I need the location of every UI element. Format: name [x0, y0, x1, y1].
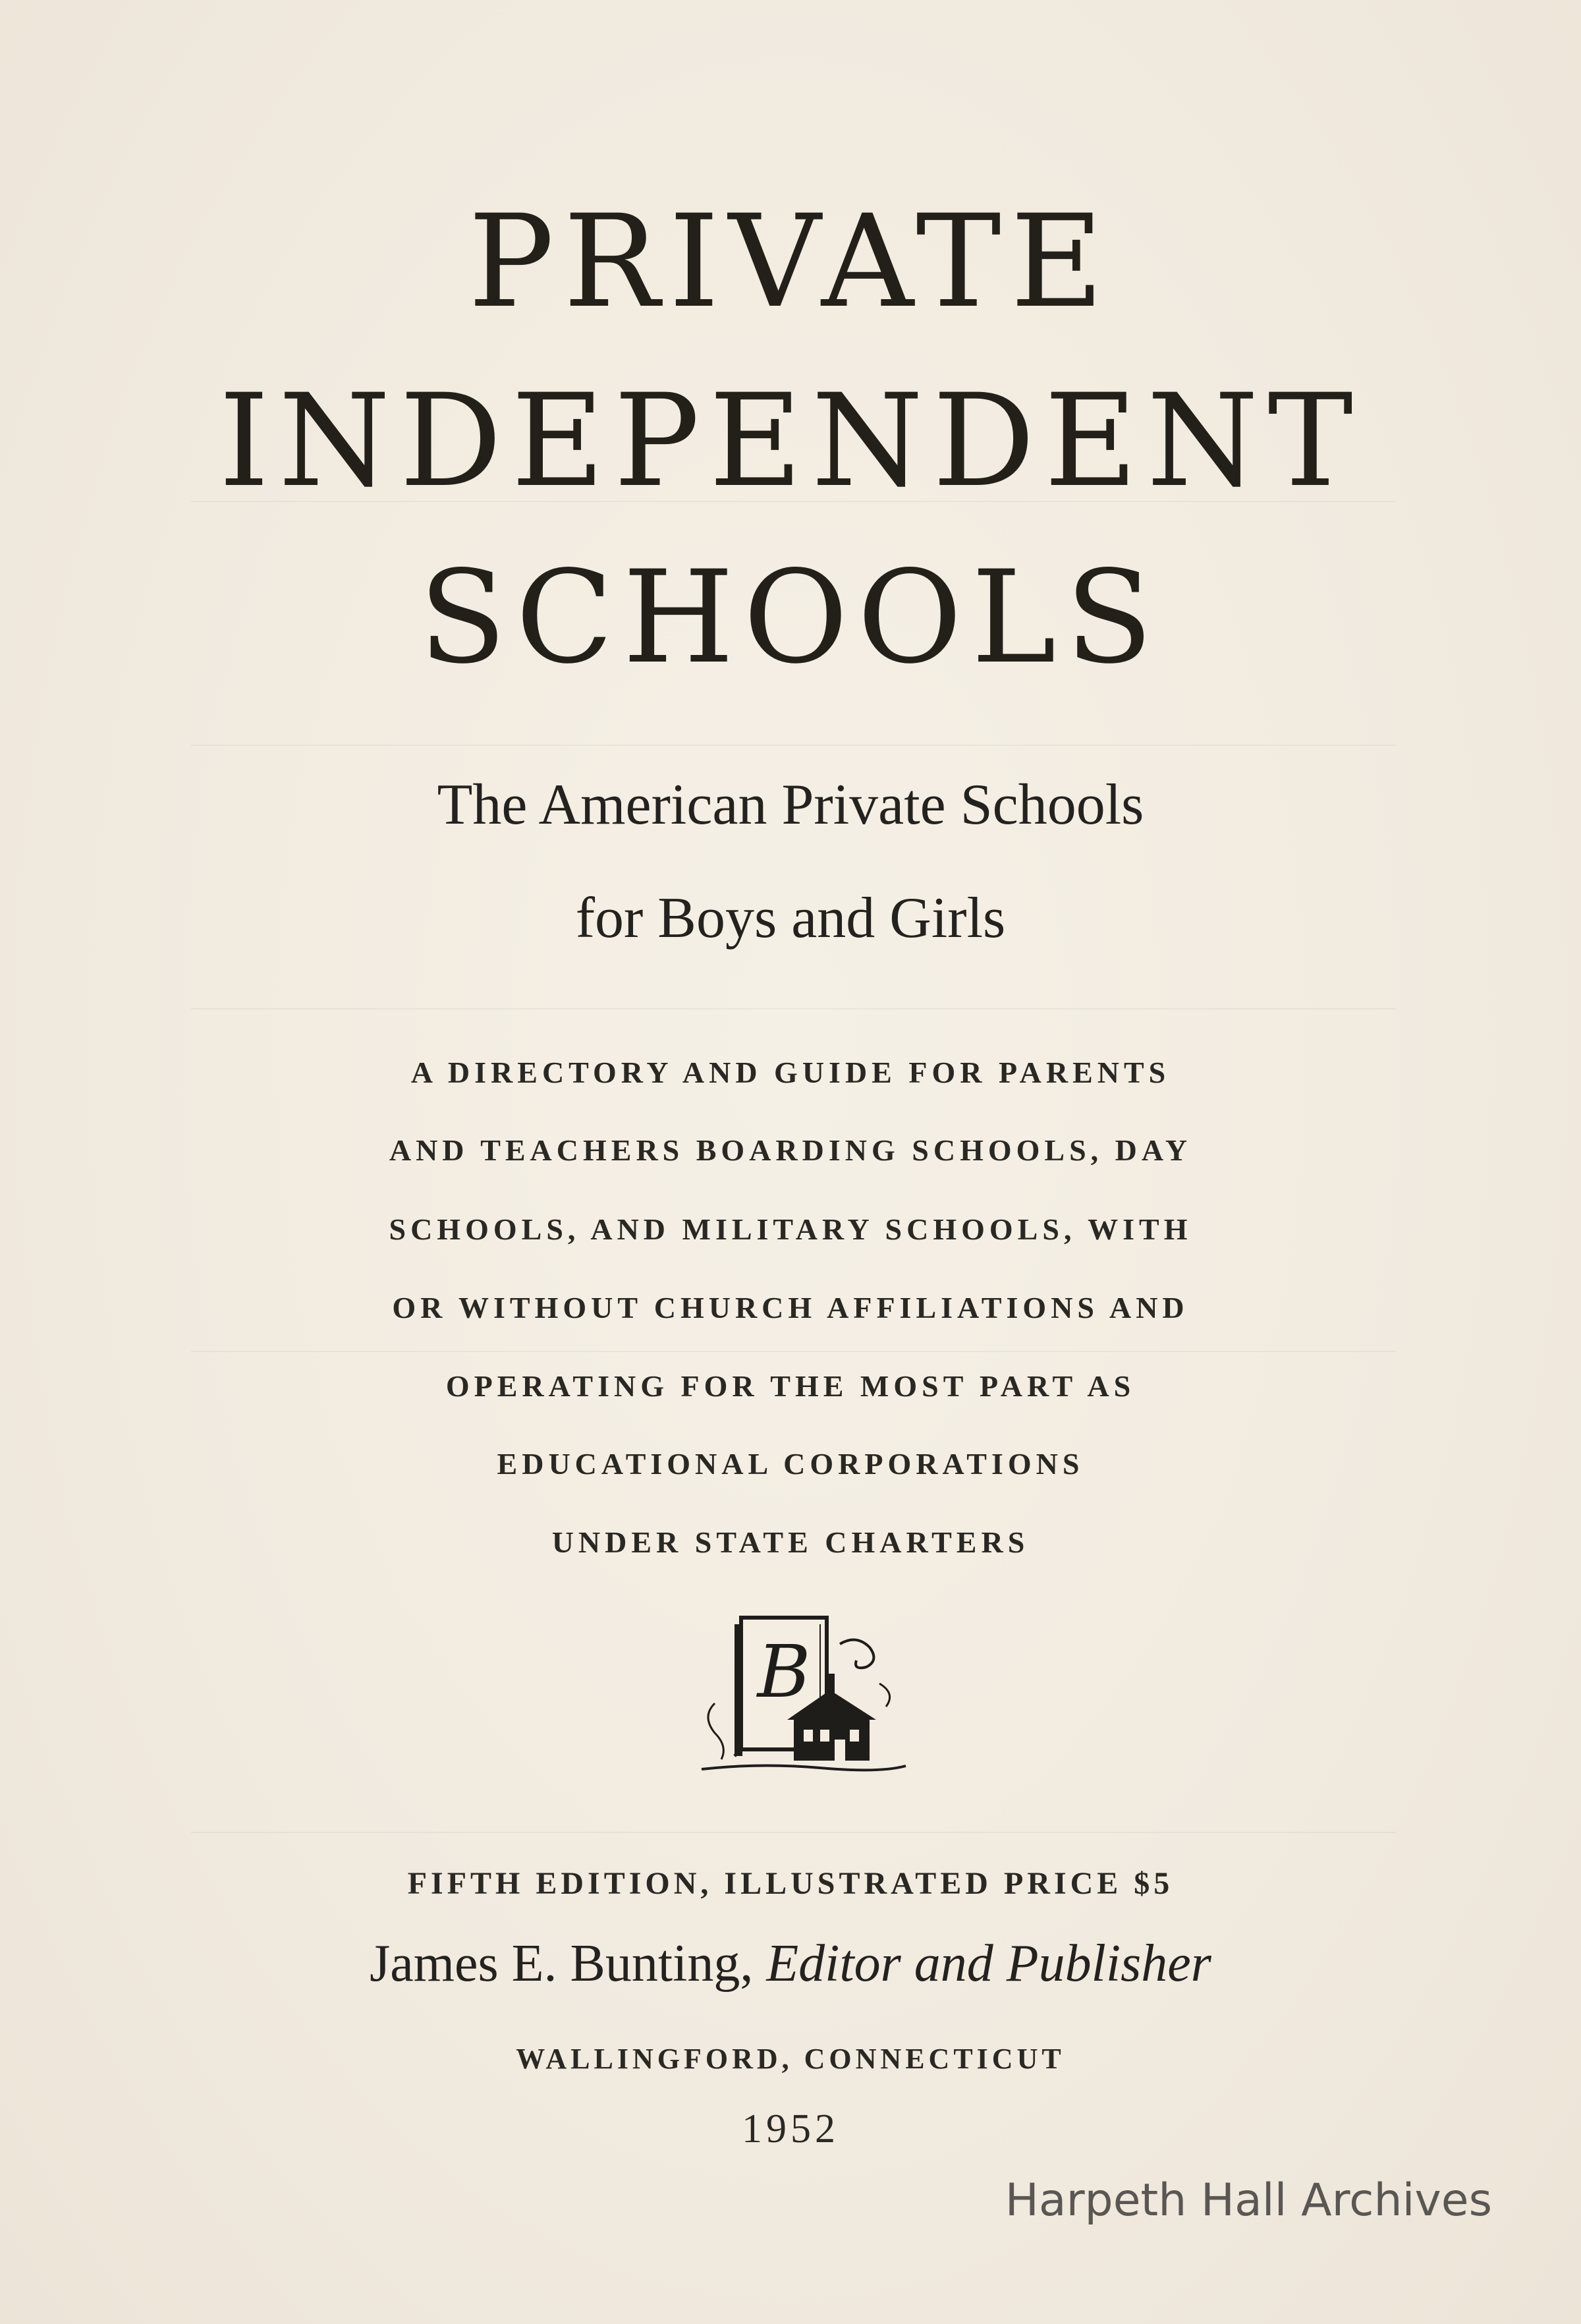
subtitle-line-2: for Boys and Girls — [575, 886, 1006, 950]
bleed-through-line — [191, 1351, 1397, 1352]
editor-name: James E. Bunting, — [370, 1935, 754, 1993]
description-line: A DIRECTORY AND GUIDE FOR PARENTS — [410, 1056, 1171, 1089]
bleed-through-line — [191, 1832, 1397, 1833]
edition-price: FIFTH EDITION, ILLUSTRATED PRICE $5 — [407, 1866, 1174, 1901]
editor-role: Editor and Publisher — [766, 1935, 1211, 1993]
title-line-schools: SCHOOLS — [418, 543, 1163, 692]
emblem-letter: B — [757, 1630, 811, 1714]
archive-watermark: Harpeth Hall Archives — [1005, 2174, 1492, 2226]
description-line: SCHOOLS, AND MILITARY SCHOOLS, WITH — [389, 1212, 1192, 1246]
publication-year: 1952 — [742, 2107, 839, 2151]
bleed-through-line — [191, 745, 1397, 746]
editor-publisher — [0, 1935, 1581, 1993]
bleed-through-line — [191, 1008, 1397, 1009]
publisher-location: WALLINGFORD, CONNECTICUT — [516, 2043, 1065, 2075]
book-and-schoolhouse-icon — [688, 1604, 912, 1782]
description-line: OR WITHOUT CHURCH AFFILIATIONS AND — [392, 1291, 1189, 1324]
description-line: OPERATING FOR THE MOST PART AS — [445, 1369, 1136, 1403]
subtitle-line-1: The American Private Schools — [437, 773, 1144, 837]
description-line: EDUCATIONAL CORPORATIONS — [497, 1447, 1084, 1481]
title-line-private: PRIVATE — [468, 187, 1113, 336]
title-line-independent: INDEPENDENT — [219, 366, 1362, 515]
description-line: AND TEACHERS BOARDING SCHOOLS, DAY — [389, 1133, 1192, 1167]
description-line: UNDER STATE CHARTERS — [551, 1525, 1030, 1559]
